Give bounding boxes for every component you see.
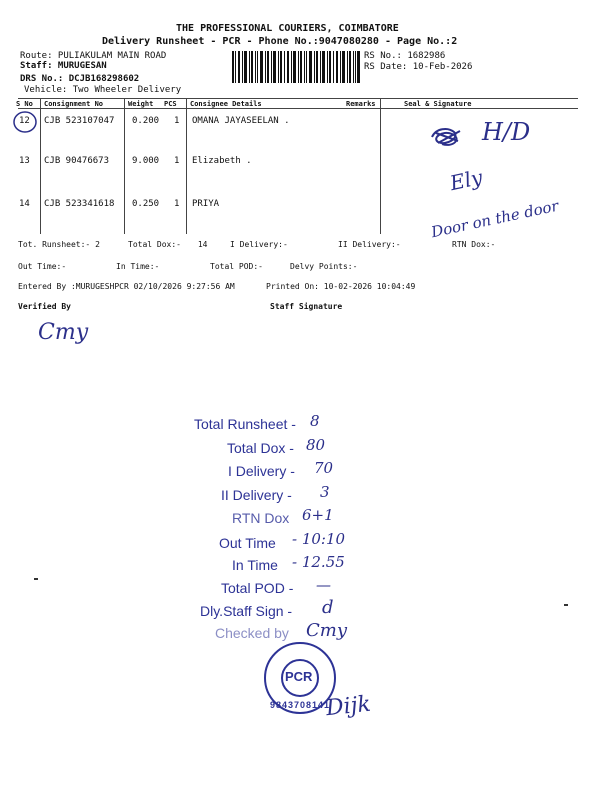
in-time: In Time:- xyxy=(116,262,160,271)
signature-handwritten: H/D xyxy=(482,118,531,146)
stamp-label: Out Time xyxy=(219,535,276,551)
row-pcs: 1 xyxy=(174,156,180,166)
bottom-signature: Dijk xyxy=(324,691,373,722)
row-weight: 0.250 xyxy=(132,199,160,209)
row-consignment: CJB 90476673 xyxy=(44,156,110,166)
stamp-value: 8 xyxy=(310,412,320,430)
stamp-value: 6+1 xyxy=(302,506,334,524)
staff-signature: Staff Signature xyxy=(270,302,343,311)
total-pod: Total POD:- xyxy=(210,262,263,271)
runsheet-title: Delivery Runsheet - PCR - Phone No.:9047080280 - Page No.:2 xyxy=(102,36,458,47)
stamp-value: 80 xyxy=(306,436,326,454)
col-divider xyxy=(40,98,41,234)
vehicle: Vehicle: Two Wheeler Delivery xyxy=(24,85,182,95)
total-dox xyxy=(128,240,207,249)
col-header-pcs: PCS xyxy=(164,100,177,108)
rs-date: RS Date: 10-Feb-2026 xyxy=(364,62,473,72)
row-consignment: CJB 523107047 xyxy=(44,116,115,126)
rtn-dox: RTN Dox:- xyxy=(452,240,496,249)
drs-number: DRS No.: DCJB168298602 xyxy=(20,74,140,84)
barcode xyxy=(232,51,360,83)
company-name: THE PROFESSIONAL COURIERS, COIMBATORE xyxy=(176,23,399,34)
stamp-value: - 12.55 xyxy=(292,553,345,571)
stamp-value: 70 xyxy=(314,459,334,477)
stamp-label: In Time xyxy=(232,557,278,573)
row-weight: 0.200 xyxy=(132,116,160,126)
seal-ring-text: 9843708141 xyxy=(269,700,331,710)
i-delivery: I Delivery:- xyxy=(230,240,288,249)
stamp-label: II Delivery - xyxy=(221,487,292,503)
row-pcs: 1 xyxy=(174,199,180,209)
route: Route: PULIAKULAM MAIN ROAD xyxy=(20,51,167,61)
stamp-label: RTN Dox xyxy=(232,510,290,526)
signature-handwritten: Ely xyxy=(447,164,485,196)
entered-by: Entered By :MURUGESHPCR 02/10/2026 9:27:56 AM xyxy=(18,282,235,291)
col-divider xyxy=(380,98,381,234)
row-consignee: OMANA JAYASEELAN . xyxy=(192,116,290,126)
row-consignee: Elizabeth . xyxy=(192,156,252,166)
stamp-label: I Delivery - xyxy=(228,463,295,479)
col-header-remarks: Remarks xyxy=(346,100,376,108)
ii-delivery: II Delivery:- xyxy=(338,240,401,249)
col-header-seal-signature: Seal & Signature xyxy=(404,100,472,108)
delvy-points: Delvy Points:- xyxy=(290,262,358,271)
stamp-value: d xyxy=(322,597,334,618)
stamp-value: - 10:10 xyxy=(292,530,346,548)
stamp-label: Total Dox - xyxy=(227,440,294,456)
row-weight: 9.000 xyxy=(132,156,160,166)
verified-by: Verified By xyxy=(18,302,71,311)
tot-runsheet: Tot. Runsheet:- 2 xyxy=(18,240,100,249)
verified-signature: Cmy xyxy=(38,320,89,345)
table-top-border xyxy=(18,98,578,99)
row-consignee: PRIYA xyxy=(192,199,220,209)
stray-mark xyxy=(564,604,568,606)
total-dox-label: Total Dox:- xyxy=(128,240,181,249)
col-header-consignee: Consignee Details xyxy=(190,100,262,108)
rs-number: RS No.: 1682986 xyxy=(364,51,446,61)
stamp-value: — xyxy=(316,576,331,594)
col-divider xyxy=(124,98,125,234)
row-sno: 14 xyxy=(19,199,30,209)
stray-mark xyxy=(34,578,38,580)
stamp-label: Checked by xyxy=(215,625,289,641)
col-header-weight: Weight xyxy=(128,100,154,108)
stamp-label: Dly.Staff Sign - xyxy=(200,603,293,619)
total-dox-value: 14 xyxy=(197,240,208,249)
row-sno: 13 xyxy=(19,156,30,166)
col-header-sno: S No xyxy=(16,100,33,108)
stamp-value: 3 xyxy=(320,483,330,501)
signature-handwritten: Door on the door xyxy=(429,196,561,242)
stamp-value: Cmy xyxy=(306,620,348,641)
stamp-label: Total Runsheet - xyxy=(194,416,296,432)
row-consignment: CJB 523341618 xyxy=(44,199,115,209)
table-header-border xyxy=(18,108,578,109)
seal-center-text: PCR xyxy=(285,669,313,684)
row-pcs: 1 xyxy=(174,116,180,126)
col-header-consignment: Consignment No xyxy=(44,100,104,108)
stamp-label: Total POD - xyxy=(221,580,294,596)
col-divider xyxy=(186,98,187,234)
seal-scribble xyxy=(428,124,472,150)
out-time: Out Time:- xyxy=(18,262,67,271)
row-sno: 12 xyxy=(19,116,30,126)
printed-on: Printed On: 10-02-2026 10:04:49 xyxy=(266,282,416,291)
staff: Staff: MURUGESAN xyxy=(20,61,107,71)
